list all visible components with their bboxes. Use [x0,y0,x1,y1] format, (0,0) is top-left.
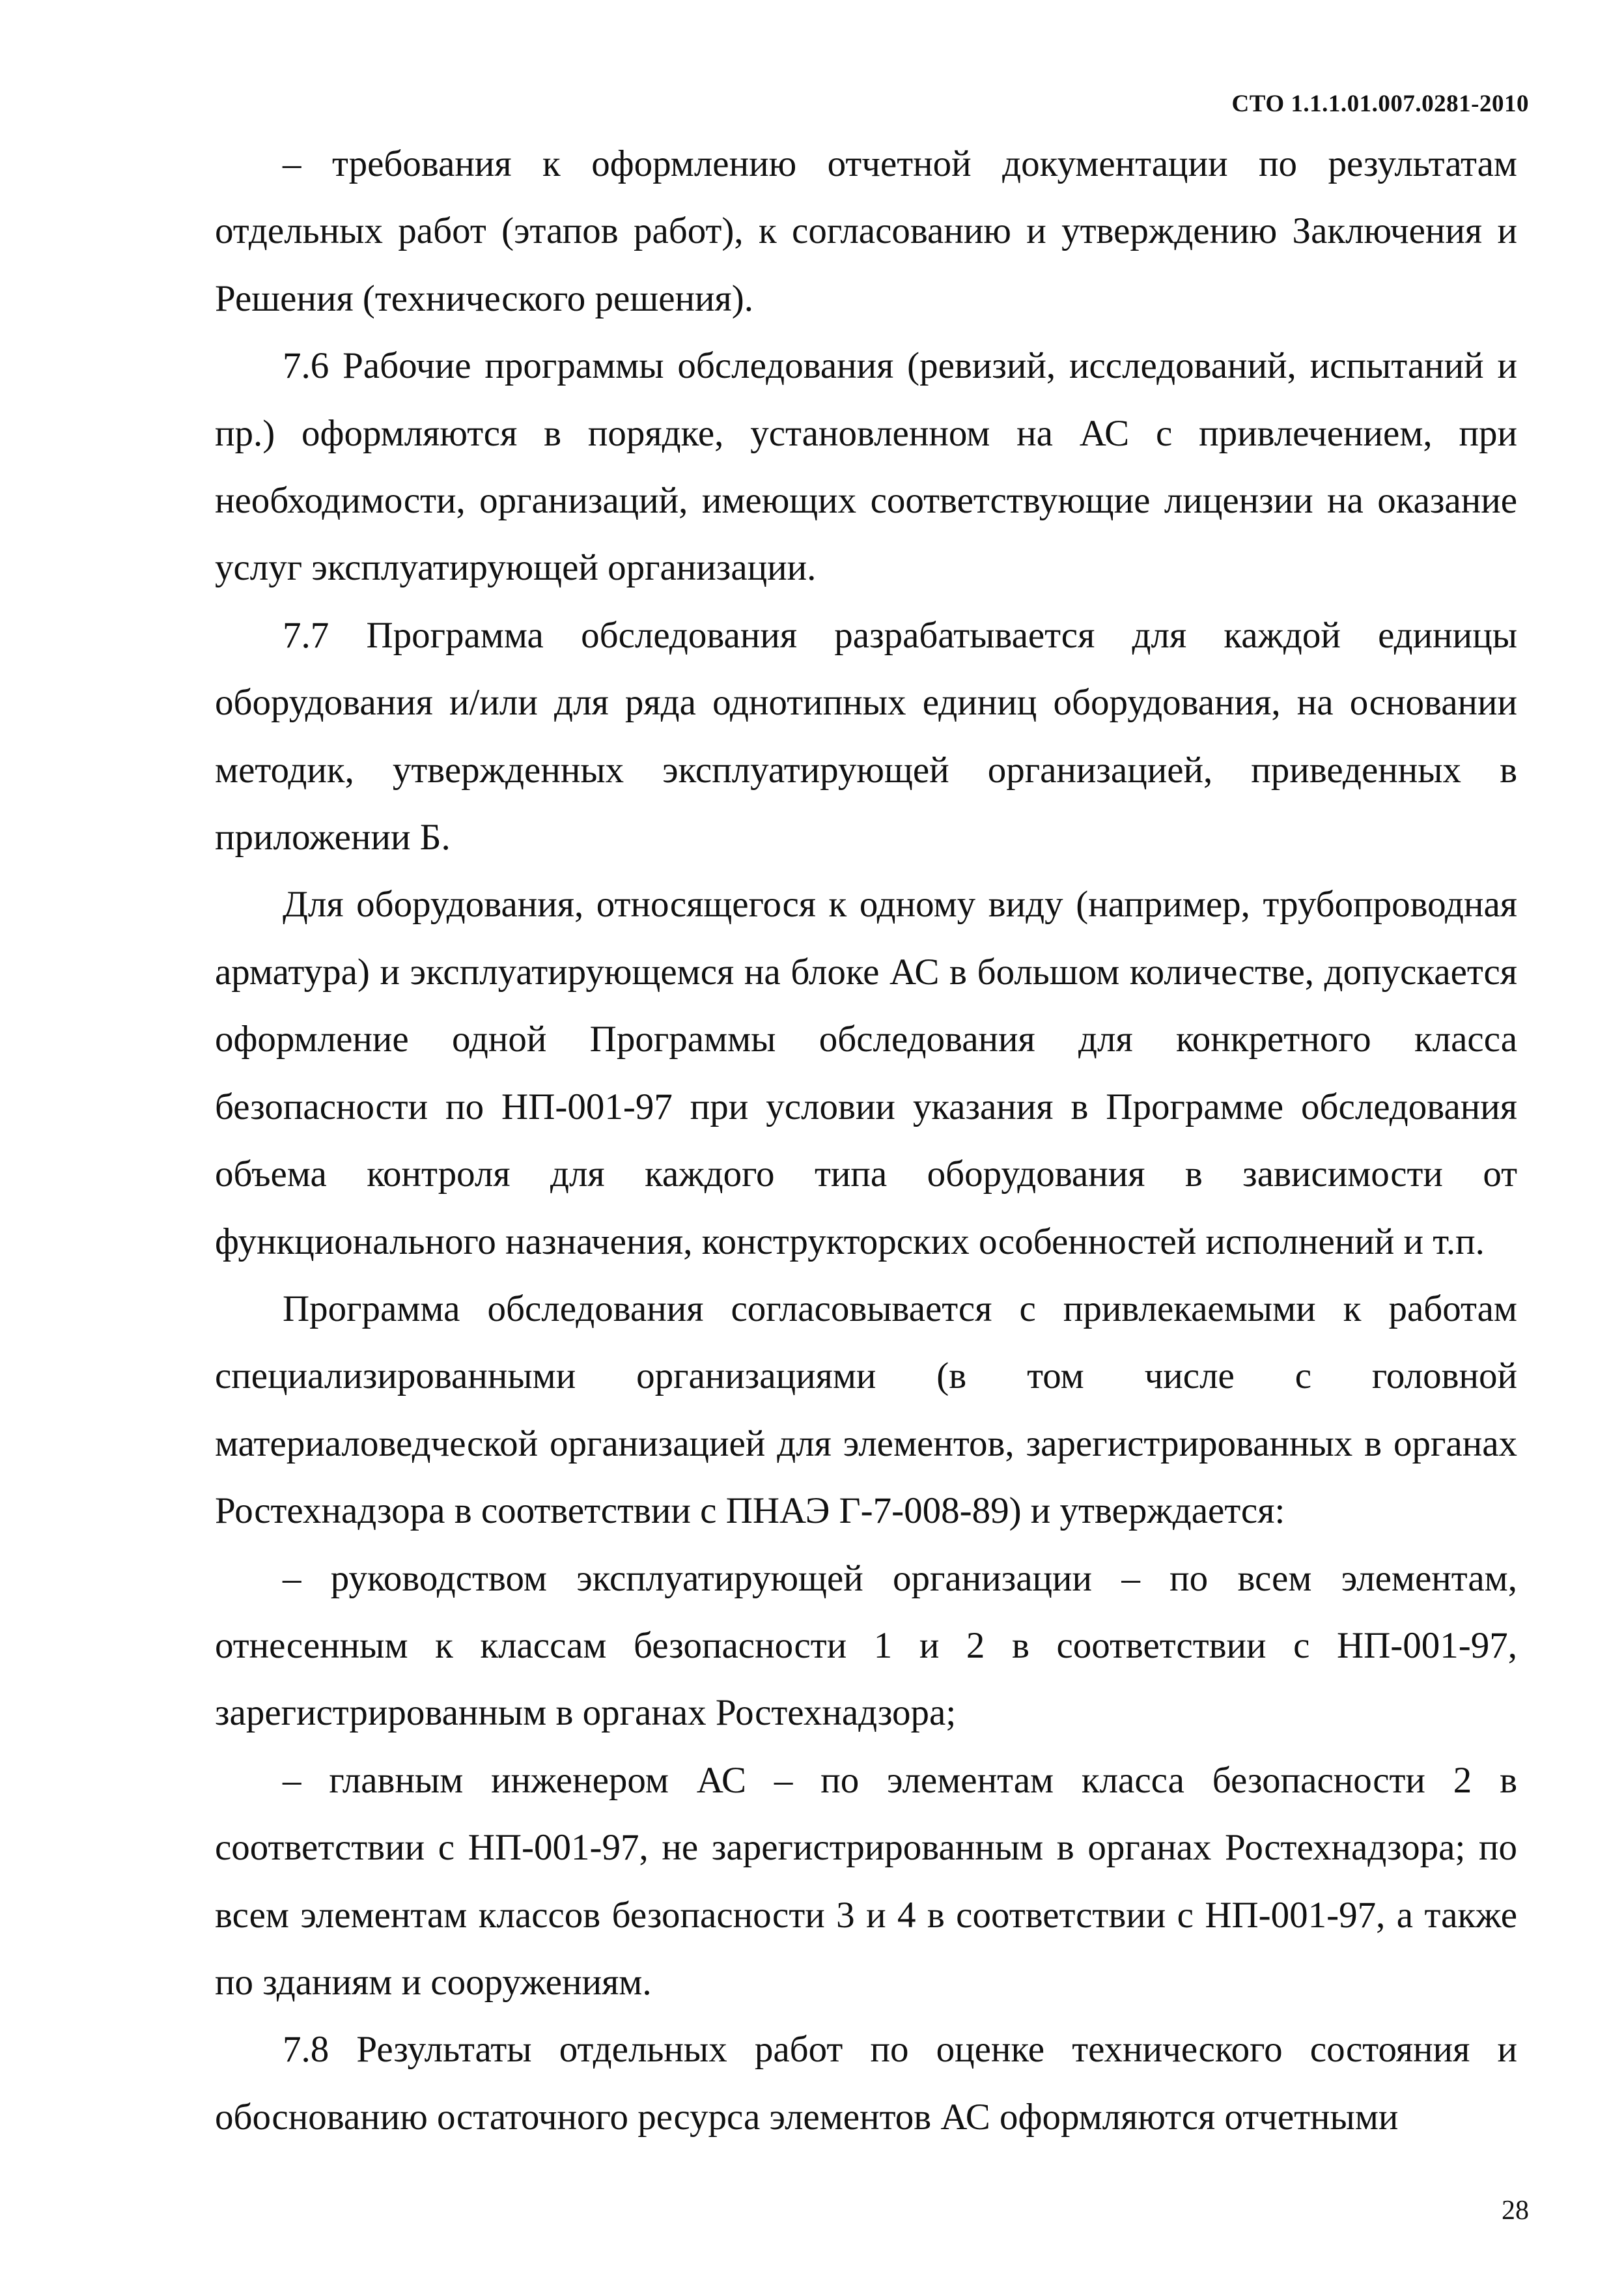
paragraph-reporting-requirements: – требования к оформлению отчетной документации по результатам отдельных работ (этапов работ), к согласованию и утверждению Заключения и Решения (технического решения). [215,143,1517,319]
document-code: СТО 1.1.1.01.007.0281-2010 [1231,91,1529,117]
list-item-operating-org: – руководством эксплуатирующей организации – по всем элементам, отнесенным к классам безопасности 1 и 2 в соответствии с НП-001-97, зарегистрированным в органах Ростехнадзора; [215,1557,1517,1734]
paragraph-program-approval: Программа обследования согласовывается с привлекаемыми к работам специализированными организациями (в том числе с головной материаловедческой организацией для элементов, зарегистрированных в органах Ростехнадзора в соответствии с ПНАЭ Г-7-008-89) и утверждается: [215,1288,1517,1532]
paragraph-7-7: 7.7 Программа обследования разрабатывается для каждой единицы оборудования и/или для ряда однотипных единиц оборудования, на основании методик, утвержденных эксплуатирующей организацией, приведенных в приложении Б. [215,614,1517,858]
page-body [215,130,1517,2151]
paragraph-equipment-type: Для оборудования, относящегося к одному виду (например, трубопроводная арматура) и эксплуатирующемся на блоке АС в большом количестве, допускается оформление одной Программы обследования для конкретного класса безопасности по НП-001-97 при условии указания в Программе обследования объема контроля для каждого типа оборудования в зависимости от функционального назначения, конструкторских особенностей исполнений и т.п. [215,884,1517,1262]
paragraph-7-8: 7.8 Результаты отдельных работ по оценке технического состояния и обоснованию остаточного ресурса элементов АС оформляются отчетными [215,2029,1517,2138]
paragraph-7-6: 7.6 Рабочие программы обследования (ревизий, исследований, испытаний и пр.) оформляются в порядке, установленном на АС с привлечением, при необходимости, организаций, имеющих соответствующие лицензии на оказание услуг эксплуатирующей организации. [215,345,1517,589]
list-item-chief-engineer: – главным инженером АС – по элементам класса безопасности 2 в соответствии с НП-001-97, не зарегистрированным в органах Ростехнадзора; по всем элементам классов безопасности 3 и 4 в соответствии с НП-001-97, а также по зданиям и сооружениям. [215,1759,1517,2003]
page-number: 28 [1502,2196,1529,2226]
